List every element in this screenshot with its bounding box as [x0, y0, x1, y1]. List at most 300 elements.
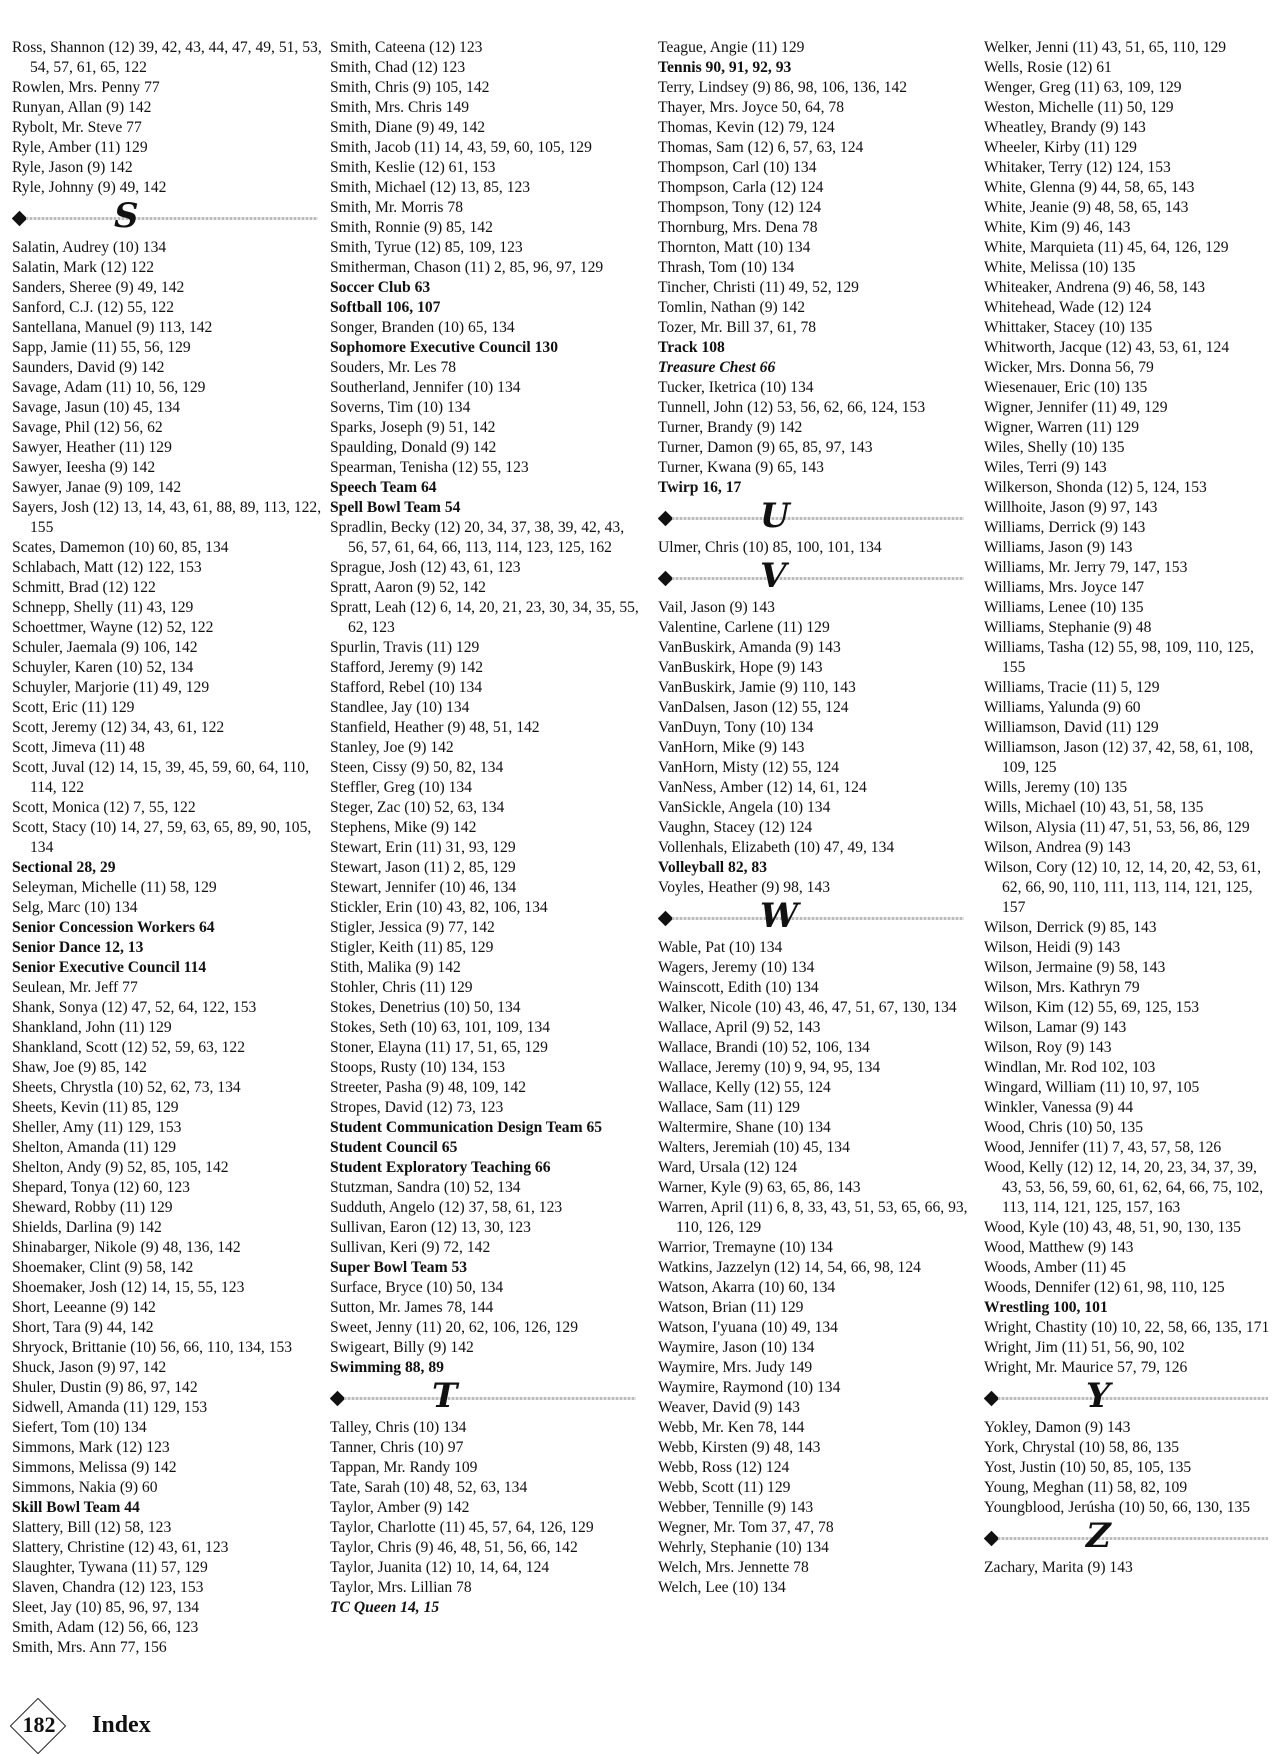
index-entry: Welch, Mrs. Jennette 78 [658, 1559, 809, 1576]
index-entry: Schmitt, Brad (12) 122 [12, 579, 156, 596]
index-entry: Williams, Mr. Jerry 79, 147, 153 [984, 559, 1188, 576]
index-entry: Ward, Ursala (12) 124 [658, 1159, 798, 1176]
letter-divider [330, 1378, 640, 1418]
index-entry: Williamson, David (11) 129 [984, 719, 1159, 736]
index-entry: Shuler, Dustin (9) 86, 97, 142 [12, 1379, 198, 1396]
index-entry: Wright, Mr. Maurice 57, 79, 126 [984, 1359, 1188, 1376]
divider-rule [998, 1537, 1268, 1540]
index-entry: Wiles, Shelly (10) 135 [984, 439, 1125, 456]
index-entry: Schnepp, Shelly (11) 43, 129 [12, 599, 194, 616]
index-entry: Shuck, Jason (9) 97, 142 [12, 1359, 167, 1376]
section-title: Index [92, 1712, 151, 1738]
index-entry: Tunnell, John (12) 53, 56, 62, 66, 124, 153 [658, 399, 926, 416]
index-entry: Simmons, Melissa (9) 142 [12, 1459, 177, 1476]
index-entry: Sheets, Chrystla (10) 52, 62, 73, 134 [12, 1079, 241, 1096]
index-topic-entry: Senior Executive Council 114 [12, 959, 207, 976]
divider-rule [344, 1397, 636, 1400]
letter-divider [12, 198, 322, 238]
index-entry: Smith, Cateena (12) 123 [330, 39, 483, 56]
index-entry: Wicker, Mrs. Donna 56, 79 [984, 359, 1154, 376]
index-topic-entry: Sectional 28, 29 [12, 859, 116, 876]
index-entry: Sawyer, Heather (11) 129 [12, 439, 172, 456]
index-entry: Songer, Branden (10) 65, 134 [330, 319, 515, 336]
index-entry: Stewart, Erin (11) 31, 93, 129 [330, 839, 516, 856]
diamond-bullet-icon [330, 1391, 345, 1407]
index-entry: Whitehead, Wade (12) 124 [984, 299, 1152, 316]
index-entry: Stokes, Denetrius (10) 50, 134 [330, 999, 521, 1016]
index-entry: Yokley, Damon (9) 143 [984, 1419, 1131, 1436]
index-entry: Slaughter, Tywana (11) 57, 129 [12, 1559, 208, 1576]
index-entry: Stafford, Jeremy (9) 142 [330, 659, 484, 676]
index-entry: Smith, Diane (9) 49, 142 [330, 119, 486, 136]
index-entry: Short, Tara (9) 44, 142 [12, 1319, 154, 1336]
index-entry: Smith, Tyrue (12) 85, 109, 123 [330, 239, 523, 256]
index-entry: VanBuskirk, Hope (9) 143 [658, 659, 823, 676]
index-entry: Shankland, John (11) 129 [12, 1019, 172, 1036]
index-entry: White, Glenna (9) 44, 58, 65, 143 [984, 179, 1195, 196]
index-entry: Stigler, Keith (11) 85, 129 [330, 939, 494, 956]
index-entry: Shinabarger, Nikole (9) 48, 136, 142 [12, 1239, 241, 1256]
index-entry: Wilson, Derrick (9) 85, 143 [984, 919, 1157, 936]
section-letter: S [114, 196, 139, 236]
index-entry: Scott, Jeremy (12) 34, 43, 61, 122 [12, 719, 225, 736]
index-entry: Saunders, David (9) 142 [12, 359, 165, 376]
index-entry: Schoettmer, Wayne (12) 52, 122 [12, 619, 214, 636]
index-entry: Wallace, Sam (11) 129 [658, 1099, 800, 1116]
index-topic-entry: Senior Dance 12, 13 [12, 939, 144, 956]
letter-divider [984, 1518, 1272, 1558]
index-entry: Tincher, Christi (11) 49, 52, 129 [658, 279, 859, 296]
index-entry: Stutzman, Sandra (10) 52, 134 [330, 1179, 521, 1196]
index-entry: Wood, Jennifer (11) 7, 43, 57, 58, 126 [984, 1139, 1222, 1156]
index-entry: Swigeart, Billy (9) 142 [330, 1339, 474, 1356]
index-entry: Turner, Brandy (9) 142 [658, 419, 803, 436]
index-entry: Sutton, Mr. James 78, 144 [330, 1299, 494, 1316]
divider-rule [998, 1397, 1268, 1400]
index-entry: Vail, Jason (9) 143 [658, 599, 775, 616]
index-entry: Wheeler, Kirby (11) 129 [984, 139, 1137, 156]
index-entry: Siefert, Tom (10) 134 [12, 1419, 147, 1436]
index-entry: Wilson, Andrea (9) 143 [984, 839, 1131, 856]
index-entry: VanHorn, Misty (12) 55, 124 [658, 759, 840, 776]
index-entry: Savage, Adam (11) 10, 56, 129 [12, 379, 206, 396]
index-entry: Wainscott, Edith (10) 134 [658, 979, 819, 996]
index-entry: White, Melissa (10) 135 [984, 259, 1136, 276]
index-entry: Wallace, Kelly (12) 55, 124 [658, 1079, 831, 1096]
index-entry: Vollenhals, Elizabeth (10) 47, 49, 134 [658, 839, 895, 856]
index-entry: Wood, Kyle (10) 43, 48, 51, 90, 130, 135 [984, 1219, 1241, 1236]
index-entry: Wilson, Lamar (9) 143 [984, 1019, 1127, 1036]
index-entry: Ryle, Johnny (9) 49, 142 [12, 179, 167, 196]
index-entry: Taylor, Chris (9) 46, 48, 51, 56, 66, 142 [330, 1539, 578, 1556]
index-entry: Williams, Tracie (11) 5, 129 [984, 679, 1160, 696]
index-entry: Waltermire, Shane (10) 134 [658, 1119, 831, 1136]
index-entry: Stohler, Chris (11) 129 [330, 979, 473, 996]
index-entry: Steen, Cissy (9) 50, 82, 134 [330, 759, 504, 776]
index-entry: Stoops, Rusty (10) 134, 153 [330, 1059, 506, 1076]
letter-divider [658, 498, 968, 538]
index-entry: Spratt, Aaron (9) 52, 142 [330, 579, 486, 596]
index-entry: Sprague, Josh (12) 43, 61, 123 [330, 559, 521, 576]
index-entry: Thompson, Carl (10) 134 [658, 159, 817, 176]
index-entry: Sheller, Amy (11) 129, 153 [12, 1119, 182, 1136]
index-entry: Talley, Chris (10) 134 [330, 1419, 467, 1436]
index-entry: Slattery, Bill (12) 58, 123 [12, 1519, 172, 1536]
index-topic-entry: Swimming 88, 89 [330, 1359, 444, 1376]
index-column-2 [330, 38, 640, 1618]
index-topic-entry: Spell Bowl Team 54 [330, 499, 461, 516]
index-entry: Thompson, Tony (12) 124 [658, 199, 822, 216]
section-letter: Y [1086, 1376, 1111, 1416]
index-entry: Wehrly, Stephanie (10) 134 [658, 1539, 829, 1556]
index-topic-entry: Tennis 90, 91, 92, 93 [658, 59, 792, 76]
index-entry: Scott, Eric (11) 129 [12, 699, 135, 716]
index-entry: Windlan, Mr. Rod 102, 103 [984, 1059, 1156, 1076]
index-entry: White, Marquieta (11) 45, 64, 126, 129 [984, 239, 1229, 256]
index-entry: Sayers, Josh (12) 13, 14, 43, 61, 88, 89, 113, 122, 155 [12, 499, 322, 536]
index-entry: Southerland, Jennifer (10) 134 [330, 379, 521, 396]
letter-divider [658, 898, 968, 938]
index-entry: Willhoite, Jason (9) 97, 143 [984, 499, 1158, 516]
index-entry: White, Jeanie (9) 48, 58, 65, 143 [984, 199, 1189, 216]
index-entry: Stickler, Erin (10) 43, 82, 106, 134 [330, 899, 548, 916]
index-entry: Ulmer, Chris (10) 85, 100, 101, 134 [658, 539, 882, 556]
index-entry: Teague, Angie (11) 129 [658, 39, 805, 56]
index-entry: Sheets, Kevin (11) 85, 129 [12, 1099, 179, 1116]
index-entry: Sleet, Jay (10) 85, 96, 97, 134 [12, 1599, 200, 1616]
index-entry: Williams, Stephanie (9) 48 [984, 619, 1152, 636]
index-entry: VanBuskirk, Jamie (9) 110, 143 [658, 679, 856, 696]
index-entry: Sawyer, Janae (9) 109, 142 [12, 479, 182, 496]
index-entry: Watson, I'yuana (10) 49, 134 [658, 1319, 838, 1336]
index-entry: Smith, Ronnie (9) 85, 142 [330, 219, 493, 236]
index-entry: Sapp, Jamie (11) 55, 56, 129 [12, 339, 191, 356]
index-entry: Wilson, Cory (12) 10, 12, 14, 20, 42, 53, 61, 62, 66, 90, 110, 111, 113, 114, 121, 125, 157 [984, 859, 1262, 916]
index-entry: VanDuyn, Tony (10) 134 [658, 719, 814, 736]
index-entry: Sheward, Robby (11) 129 [12, 1199, 173, 1216]
index-entry: Welch, Lee (10) 134 [658, 1579, 786, 1596]
diamond-bullet-icon [12, 211, 27, 227]
index-entry: VanSickle, Angela (10) 134 [658, 799, 831, 816]
index-topic-entry: Softball 106, 107 [330, 299, 441, 316]
index-entry: Tappan, Mr. Randy 109 [330, 1459, 478, 1476]
index-entry: Salatin, Mark (12) 122 [12, 259, 155, 276]
diamond-bullet-icon [658, 911, 673, 927]
section-letter: T [432, 1376, 458, 1416]
divider-rule [672, 917, 964, 920]
index-entry: Smitherman, Chason (11) 2, 85, 96, 97, 129 [330, 259, 604, 276]
index-entry: Yost, Justin (10) 50, 85, 105, 135 [984, 1459, 1192, 1476]
index-entry: Whiteaker, Andrena (9) 46, 58, 143 [984, 279, 1206, 296]
index-entry: Stafford, Rebel (10) 134 [330, 679, 483, 696]
index-entry: Wilson, Alysia (11) 47, 51, 53, 56, 86, 129 [984, 819, 1250, 836]
index-entry: Santellana, Manuel (9) 113, 142 [12, 319, 213, 336]
index-entry: Winkler, Vanessa (9) 44 [984, 1099, 1134, 1116]
index-entry: Stigler, Jessica (9) 77, 142 [330, 919, 495, 936]
index-entry: Shoemaker, Clint (9) 58, 142 [12, 1259, 194, 1276]
index-entry: Scott, Monica (12) 7, 55, 122 [12, 799, 196, 816]
index-entry: Wilson, Heidi (9) 143 [984, 939, 1121, 956]
index-entry: Simmons, Mark (12) 123 [12, 1439, 170, 1456]
index-entry: VanBuskirk, Amanda (9) 143 [658, 639, 841, 656]
index-entry: Williams, Yalunda (9) 60 [984, 699, 1141, 716]
index-entry: Steffler, Greg (10) 134 [330, 779, 472, 796]
index-entry: Wagers, Jeremy (10) 134 [658, 959, 815, 976]
letter-divider [658, 558, 968, 598]
section-letter: U [760, 496, 790, 536]
index-entry: Sullivan, Keri (9) 72, 142 [330, 1239, 491, 1256]
index-entry: Turner, Damon (9) 65, 85, 97, 143 [658, 439, 873, 456]
index-entry: Standlee, Jay (10) 134 [330, 699, 470, 716]
index-entry: Shoemaker, Josh (12) 14, 15, 55, 123 [12, 1279, 245, 1296]
index-entry: Sudduth, Angelo (12) 37, 58, 61, 123 [330, 1199, 563, 1216]
index-entry: Warren, April (11) 6, 8, 33, 43, 51, 53, 65, 66, 93, 110, 126, 129 [658, 1199, 968, 1236]
index-entry: Stith, Malika (9) 142 [330, 959, 461, 976]
index-entry: Taylor, Mrs. Lillian 78 [330, 1579, 472, 1596]
index-entry: Scott, Stacy (10) 14, 27, 59, 63, 65, 89, 90, 105, 134 [12, 819, 312, 856]
index-entry: Ryle, Amber (11) 129 [12, 139, 148, 156]
index-entry: Tanner, Chris (10) 97 [330, 1439, 464, 1456]
index-entry: Webb, Mr. Ken 78, 144 [658, 1419, 805, 1436]
index-entry: Wingard, William (11) 10, 97, 105 [984, 1079, 1200, 1096]
index-entry: Savage, Jasun (10) 45, 134 [12, 399, 181, 416]
index-entry: Shields, Darlina (9) 142 [12, 1219, 162, 1236]
index-entry: Wable, Pat (10) 134 [658, 939, 783, 956]
section-letter: Z [1086, 1516, 1111, 1556]
index-entry: Sanford, C.J. (12) 55, 122 [12, 299, 174, 316]
index-entry: Webb, Ross (12) 124 [658, 1459, 790, 1476]
index-entry: Woods, Dennifer (12) 61, 98, 110, 125 [984, 1279, 1225, 1296]
index-entry: Williams, Mrs. Joyce 147 [984, 579, 1145, 596]
index-entry: Voyles, Heather (9) 98, 143 [658, 879, 831, 896]
index-entry: Wilson, Jermaine (9) 58, 143 [984, 959, 1166, 976]
index-entry: Shryock, Brittanie (10) 56, 66, 110, 134, 153 [12, 1339, 293, 1356]
index-topic-entry: TC Queen 14, 15 [330, 1599, 440, 1616]
index-entry: Scates, Damemon (10) 60, 85, 134 [12, 539, 229, 556]
index-entry: Thrash, Tom (10) 134 [658, 259, 795, 276]
index-entry: Tomlin, Nathan (9) 142 [658, 299, 806, 316]
index-entry: Wenger, Greg (11) 63, 109, 129 [984, 79, 1182, 96]
index-entry: Stanley, Joe (9) 142 [330, 739, 454, 756]
index-topic-entry: Track 108 [658, 339, 725, 356]
index-entry: Valentine, Carlene (11) 129 [658, 619, 830, 636]
index-entry: White, Kim (9) 46, 143 [984, 219, 1131, 236]
index-entry: Tucker, Iketrica (10) 134 [658, 379, 814, 396]
index-entry: Scott, Juval (12) 14, 15, 39, 45, 59, 60, 64, 110, 114, 122 [12, 759, 309, 796]
index-entry: Sidwell, Amanda (11) 129, 153 [12, 1399, 208, 1416]
index-entry: Slattery, Christine (12) 43, 61, 123 [12, 1539, 229, 1556]
index-entry: Williams, Derrick (9) 143 [984, 519, 1146, 536]
index-entry: Wills, Jeremy (10) 135 [984, 779, 1128, 796]
index-entry: Spratt, Leah (12) 6, 14, 20, 21, 23, 30, 34, 35, 55, 62, 123 [330, 599, 639, 636]
index-entry: Smith, Mrs. Ann 77, 156 [12, 1639, 167, 1656]
index-topic-entry: Speech Team 64 [330, 479, 437, 496]
index-entry: Wilson, Mrs. Kathryn 79 [984, 979, 1140, 996]
index-entry: Thornburg, Mrs. Dena 78 [658, 219, 818, 236]
index-entry: Seleyman, Michelle (11) 58, 129 [12, 879, 217, 896]
index-entry: Thomas, Sam (12) 6, 57, 63, 124 [658, 139, 864, 156]
index-entry: Thompson, Carla (12) 124 [658, 179, 824, 196]
index-entry: Spaulding, Donald (9) 142 [330, 439, 497, 456]
index-entry: Shaw, Joe (9) 85, 142 [12, 1059, 147, 1076]
index-entry: Wood, Chris (10) 50, 135 [984, 1119, 1144, 1136]
index-entry: Schuyler, Karen (10) 52, 134 [12, 659, 194, 676]
index-entry: Stewart, Jennifer (10) 46, 134 [330, 879, 517, 896]
index-entry: Terry, Lindsey (9) 86, 98, 106, 136, 142 [658, 79, 908, 96]
index-topic-entry: Treasure Chest 66 [658, 359, 776, 376]
index-entry: Wigner, Jennifer (11) 49, 129 [984, 399, 1168, 416]
index-entry: Wiesenauer, Eric (10) 135 [984, 379, 1148, 396]
index-entry: Turner, Kwana (9) 65, 143 [658, 459, 824, 476]
index-entry: Wallace, Jeremy (10) 9, 94, 95, 134 [658, 1059, 881, 1076]
index-entry: Watson, Akarra (10) 60, 134 [658, 1279, 836, 1296]
index-entry: Stewart, Jason (11) 2, 85, 129 [330, 859, 516, 876]
index-entry: Weston, Michelle (11) 50, 129 [984, 99, 1174, 116]
index-entry: Rybolt, Mr. Steve 77 [12, 119, 142, 136]
index-entry: Taylor, Amber (9) 142 [330, 1499, 470, 1516]
index-entry: Smith, Chad (12) 123 [330, 59, 466, 76]
page-footer [14, 1700, 274, 1748]
index-entry: Shelton, Amanda (11) 129 [12, 1139, 177, 1156]
index-entry: Shepard, Tonya (12) 60, 123 [12, 1179, 190, 1196]
index-entry: Wilson, Roy (9) 143 [984, 1039, 1112, 1056]
index-entry: Thayer, Mrs. Joyce 50, 64, 78 [658, 99, 845, 116]
index-topic-entry: Skill Bowl Team 44 [12, 1499, 140, 1516]
section-letter: W [760, 896, 799, 936]
index-entry: Waymire, Raymond (10) 134 [658, 1379, 841, 1396]
index-topic-entry: Soccer Club 63 [330, 279, 431, 296]
index-topic-entry: Wrestling 100, 101 [984, 1299, 1108, 1316]
index-entry: Weaver, David (9) 143 [658, 1399, 800, 1416]
index-entry: VanHorn, Mike (9) 143 [658, 739, 805, 756]
index-topic-entry: Senior Concession Workers 64 [12, 919, 215, 936]
index-entry: Taylor, Charlotte (11) 45, 57, 64, 126, 129 [330, 1519, 594, 1536]
index-entry: Williams, Tasha (12) 55, 98, 109, 110, 125, 155 [984, 639, 1254, 676]
index-entry: Welker, Jenni (11) 43, 51, 65, 110, 129 [984, 39, 1227, 56]
index-entry: Spurlin, Travis (11) 129 [330, 639, 480, 656]
index-entry: Spearman, Tenisha (12) 55, 123 [330, 459, 529, 476]
index-entry: Sparks, Joseph (9) 51, 142 [330, 419, 496, 436]
index-entry: Wiles, Terri (9) 143 [984, 459, 1107, 476]
index-entry: Sawyer, Ieesha (9) 142 [12, 459, 156, 476]
index-entry: Young, Meghan (11) 58, 82, 109 [984, 1479, 1188, 1496]
letter-divider [984, 1378, 1272, 1418]
index-topic-entry: Twirp 16, 17 [658, 479, 742, 496]
index-entry: Wallace, Brandi (10) 52, 106, 134 [658, 1039, 870, 1056]
index-entry: Williams, Jason (9) 143 [984, 539, 1133, 556]
index-entry: Webb, Scott (11) 129 [658, 1479, 791, 1496]
index-entry: Wood, Kelly (12) 12, 14, 20, 23, 34, 37, 39, 43, 53, 56, 59, 60, 61, 62, 64, 66, 75, 102, 113, 114, 121, 125, 157, 163 [984, 1159, 1264, 1216]
divider-rule [672, 517, 964, 520]
index-topic-entry: Super Bowl Team 53 [330, 1259, 468, 1276]
index-entry: Sanders, Sheree (9) 49, 142 [12, 279, 185, 296]
index-entry: Smith, Keslie (12) 61, 153 [330, 159, 496, 176]
index-entry: Wood, Matthew (9) 143 [984, 1239, 1134, 1256]
diamond-bullet-icon [984, 1531, 999, 1547]
index-entry: Wigner, Warren (11) 129 [984, 419, 1140, 436]
index-entry: Wills, Michael (10) 43, 51, 58, 135 [984, 799, 1204, 816]
index-entry: Youngblood, Jerúsha (10) 50, 66, 130, 135 [984, 1499, 1251, 1516]
index-entry: Whittaker, Stacey (10) 135 [984, 319, 1153, 336]
index-entry: Sweet, Jenny (11) 20, 62, 106, 126, 129 [330, 1319, 579, 1336]
index-topic-entry: Student Communication Design Team 65 [330, 1119, 603, 1136]
index-topic-entry: Volleyball 82, 83 [658, 859, 768, 876]
index-entry: Soverns, Tim (10) 134 [330, 399, 471, 416]
index-column-4 [984, 38, 1272, 1578]
index-entry: Spradlin, Becky (12) 20, 34, 37, 38, 39, 42, 43, 56, 57, 61, 64, 66, 113, 114, 123, 125, 162 [330, 519, 625, 556]
index-entry: VanDalsen, Jason (12) 55, 124 [658, 699, 849, 716]
index-entry: Waymire, Mrs. Judy 149 [658, 1359, 813, 1376]
index-entry: Salatin, Audrey (10) 134 [12, 239, 167, 256]
index-entry: Smith, Mr. Morris 78 [330, 199, 463, 216]
diamond-bullet-icon [658, 571, 673, 587]
diamond-bullet-icon [984, 1391, 999, 1407]
index-entry: Stephens, Mike (9) 142 [330, 819, 477, 836]
index-entry: Smith, Michael (12) 13, 85, 123 [330, 179, 531, 196]
index-entry: Walker, Nicole (10) 43, 46, 47, 51, 67, 130, 134 [658, 999, 957, 1016]
page-number: 182 [22, 1712, 56, 1737]
index-entry: Savage, Phil (12) 56, 62 [12, 419, 163, 436]
index-entry: Schuyler, Marjorie (11) 49, 129 [12, 679, 210, 696]
index-topic-entry: Sophomore Executive Council 130 [330, 339, 558, 356]
index-topic-entry: Student Exploratory Teaching 66 [330, 1159, 551, 1176]
index-entry: Williams, Lenee (10) 135 [984, 599, 1144, 616]
index-entry: Short, Leeanne (9) 142 [12, 1299, 156, 1316]
index-entry: Scott, Jimeva (11) 48 [12, 739, 145, 756]
index-entry: Slaven, Chandra (12) 123, 153 [12, 1579, 204, 1596]
index-entry: Tate, Sarah (10) 48, 52, 63, 134 [330, 1479, 528, 1496]
index-entry: Streeter, Pasha (9) 48, 109, 142 [330, 1079, 526, 1096]
index-entry: Williamson, Jason (12) 37, 42, 58, 61, 108, 109, 125 [984, 739, 1254, 776]
divider-rule [672, 577, 964, 580]
index-entry: York, Chrystal (10) 58, 86, 135 [984, 1439, 1180, 1456]
index-entry: Thomas, Kevin (12) 79, 124 [658, 119, 835, 136]
index-entry: Watson, Brian (11) 129 [658, 1299, 804, 1316]
index-entry: Wallace, April (9) 52, 143 [658, 1019, 821, 1036]
index-entry: Shankland, Scott (12) 52, 59, 63, 122 [12, 1039, 246, 1056]
index-entry: Zachary, Marita (9) 143 [984, 1559, 1133, 1576]
index-entry: Waymire, Jason (10) 134 [658, 1339, 815, 1356]
index-entry: Seulean, Mr. Jeff 77 [12, 979, 138, 996]
index-entry: Wheatley, Brandy (9) 143 [984, 119, 1146, 136]
index-entry: Whitworth, Jacque (12) 43, 53, 61, 124 [984, 339, 1230, 356]
index-entry: Surface, Bryce (10) 50, 134 [330, 1279, 504, 1296]
index-entry: Rowlen, Mrs. Penny 77 [12, 79, 160, 96]
index-entry: Simmons, Nakia (9) 60 [12, 1479, 158, 1496]
index-entry: Stokes, Seth (10) 63, 101, 109, 134 [330, 1019, 551, 1036]
index-entry: Souders, Mr. Les 78 [330, 359, 457, 376]
index-entry: Smith, Adam (12) 56, 66, 123 [12, 1619, 199, 1636]
index-entry: Ryle, Jason (9) 142 [12, 159, 133, 176]
index-entry: Tozer, Mr. Bill 37, 61, 78 [658, 319, 817, 336]
index-entry: Wright, Chastity (10) 10, 22, 58, 66, 135, 171 [984, 1319, 1270, 1336]
index-entry: Smith, Jacob (11) 14, 43, 59, 60, 105, 129 [330, 139, 592, 156]
index-entry: Stanfield, Heather (9) 48, 51, 142 [330, 719, 540, 736]
index-entry: Webber, Tennille (9) 143 [658, 1499, 814, 1516]
index-entry: Watkins, Jazzelyn (12) 14, 54, 66, 98, 124 [658, 1259, 921, 1276]
divider-rule [26, 217, 318, 220]
index-entry: Warner, Kyle (9) 63, 65, 86, 143 [658, 1179, 861, 1196]
index-entry: Schuler, Jaemala (9) 106, 142 [12, 639, 198, 656]
index-entry: Sullivan, Earon (12) 13, 30, 123 [330, 1219, 531, 1236]
index-entry: Wilkerson, Shonda (12) 5, 124, 153 [984, 479, 1207, 496]
index-entry: Wegner, Mr. Tom 37, 47, 78 [658, 1519, 834, 1536]
index-entry: Taylor, Juanita (12) 10, 14, 64, 124 [330, 1559, 550, 1576]
index-entry: Runyan, Allan (9) 142 [12, 99, 152, 116]
index-entry: Smith, Chris (9) 105, 142 [330, 79, 490, 96]
index-entry: Stropes, David (12) 73, 123 [330, 1099, 504, 1116]
index-entry: Schlabach, Matt (12) 122, 153 [12, 559, 202, 576]
